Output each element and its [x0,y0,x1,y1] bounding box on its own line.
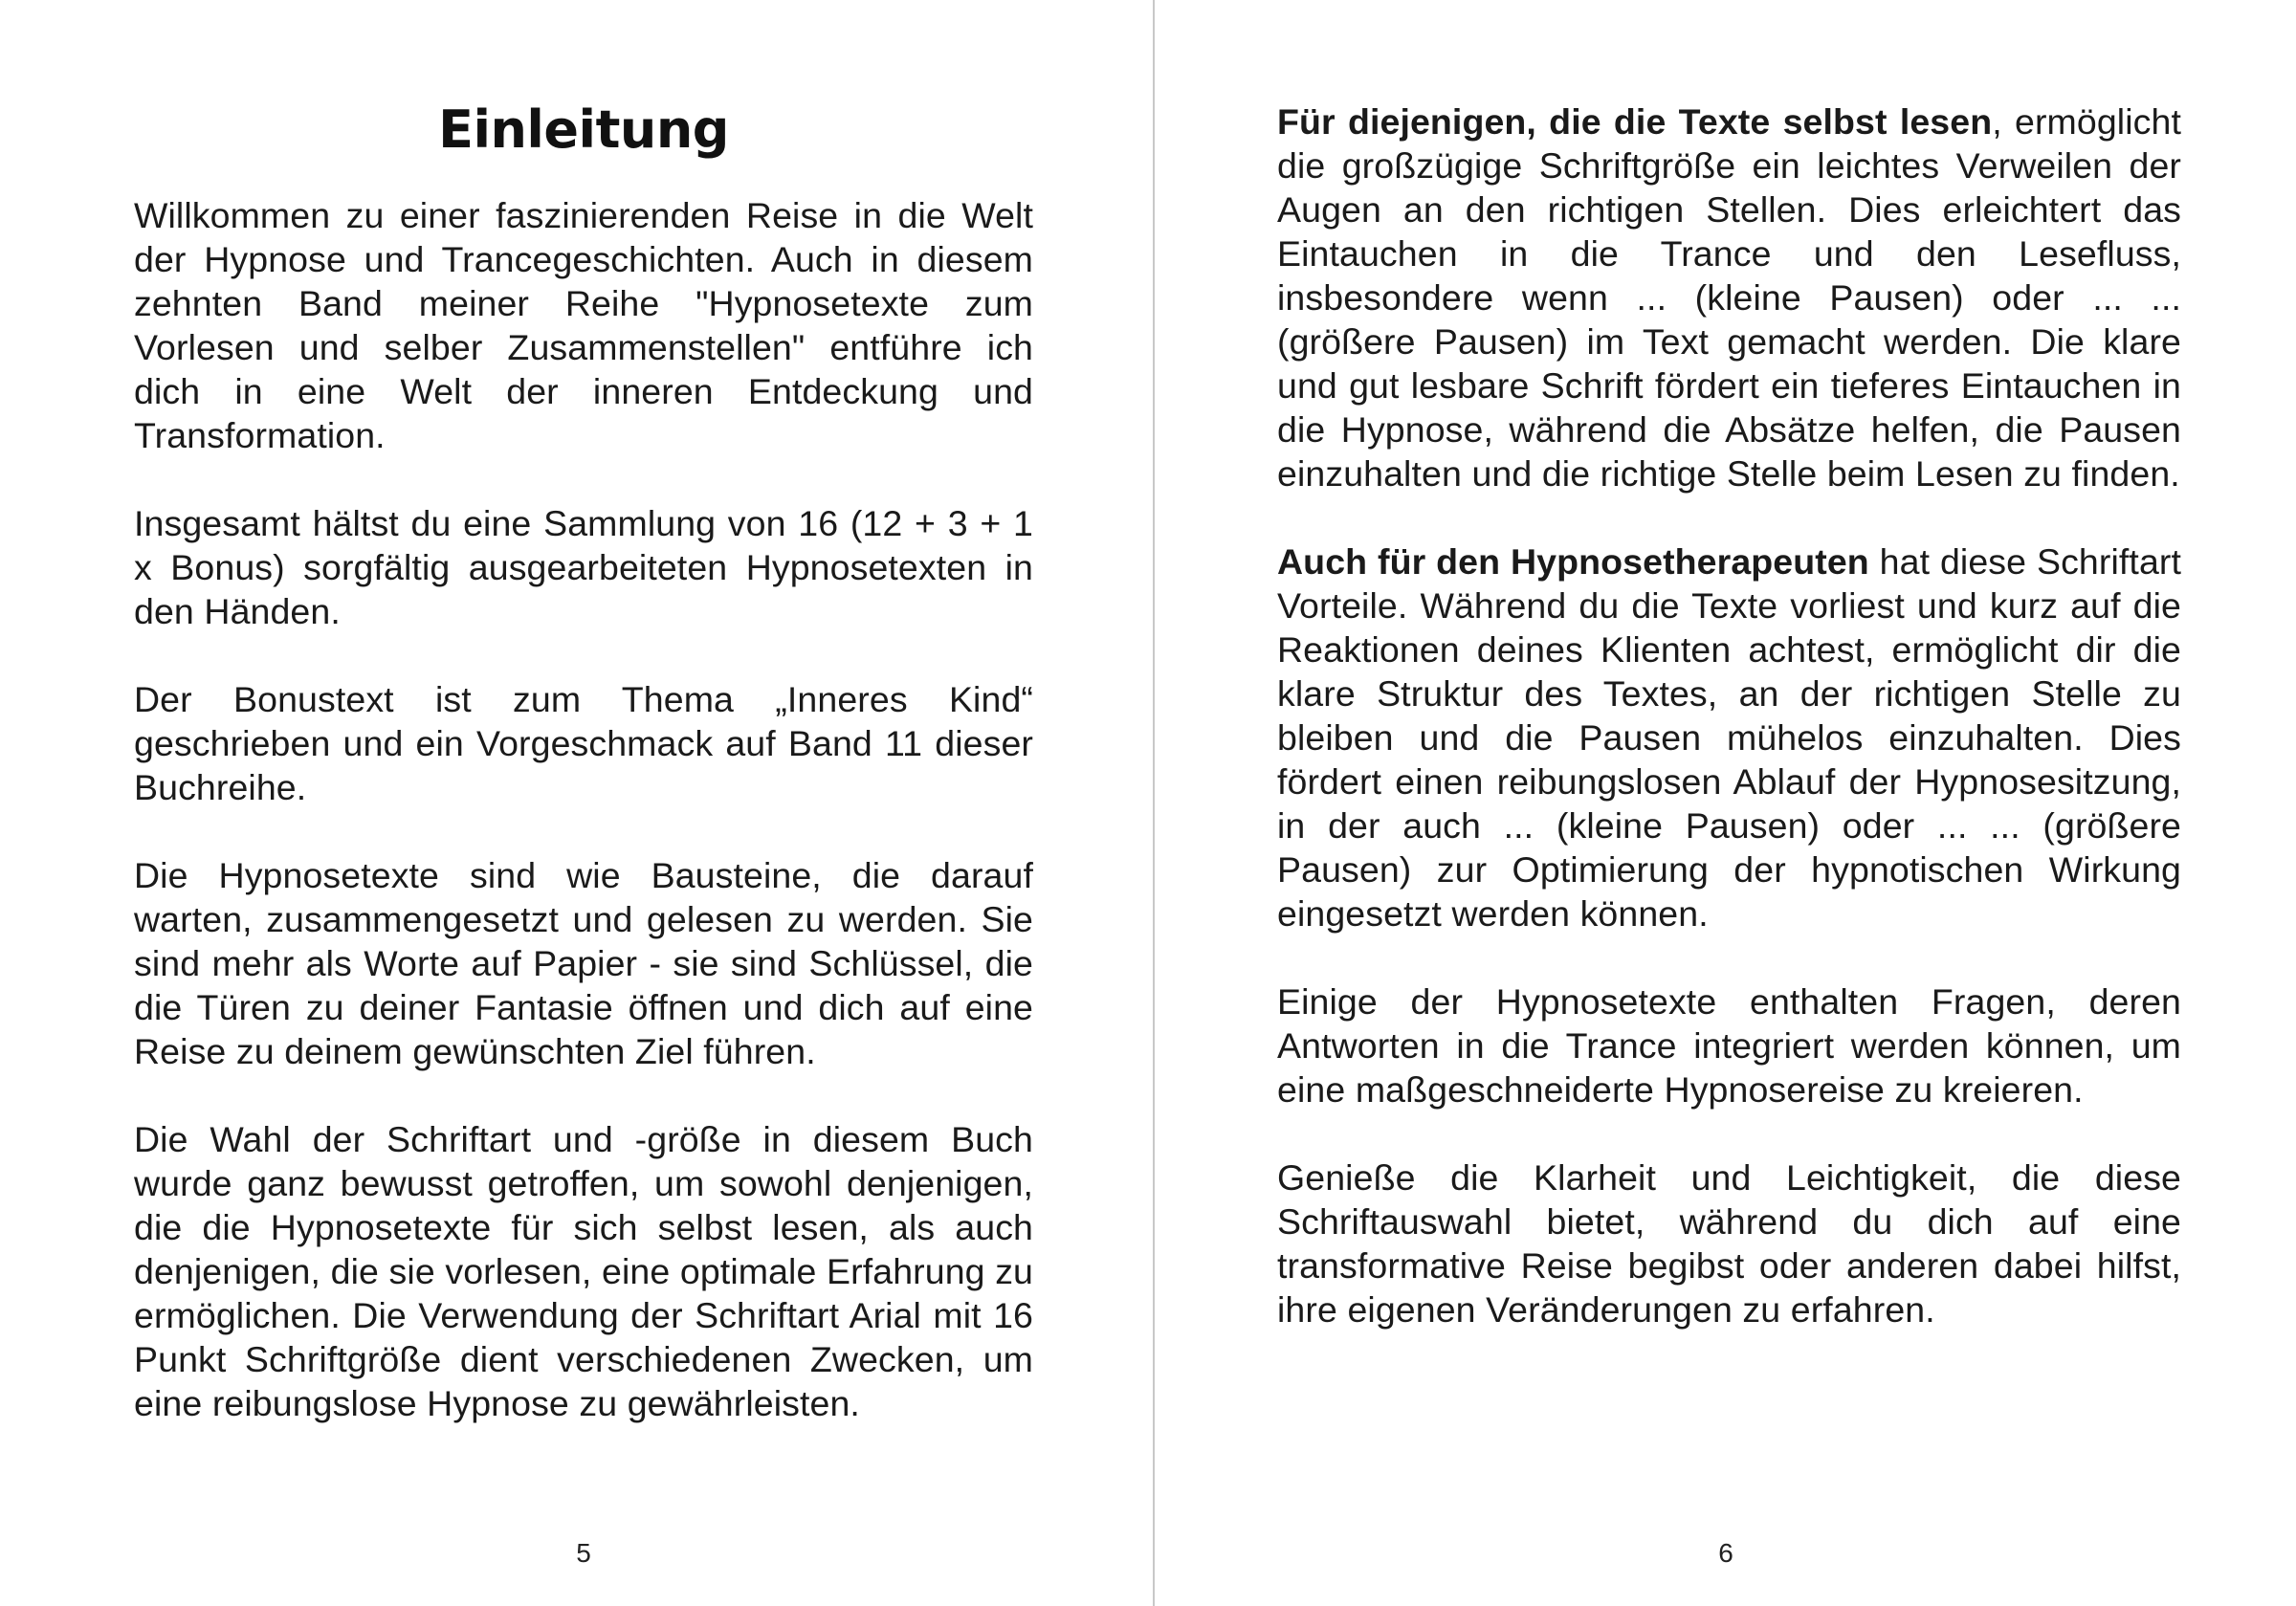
left-page-body [134,193,1033,1425]
page-number-left: 5 [576,1538,591,1568]
paragraph-font-choice: Die Wahl der Schriftart und -größe in diesem Buch wurde ganz bewusst getroffen, um sowohl denjenigen, die die Hypnosetexte für sich selbst lesen, als auch denjenigen, die sie vorlesen, eine optimale Erfahrung zu ermöglichen. Die Verwendung der Schriftart Arial mit 16 Punkt Schriftgröße dient verschiedenen Zwecken, um eine reibungslose Hypnose zu gewährleisten. [134,1119,1033,1423]
paragraph-self-readers [1277,99,2181,495]
paragraph-therapists-text: hat diese Schriftart Vorteile. Während du die Texte vorliest und kurz auf die Reaktionen deines Klienten achtest, ermöglicht dir die klare Struktur des Textes, an der richtigen Stelle zu bleiben und die Pausen mühelos einzuhalten. Dies fördert einen reibungslosen Ablauf der Hypnosesitzung, in der auch ... (kleine Pausen) oder ... ... (größere Pausen) zur Optimierung der hypnotischen Wirkung eingesetzt werden können. [1277,541,2182,934]
paragraph-self-readers-text: , ermöglicht die großzügige Schriftgröße ein leichtes Verweilen der Augen an den richtigen Stellen. Dies erleichtert das Eintauchen in die Trance und den Lesefluss, insbesondere wenn ... (kleine Pausen) oder ... ... (größere Pausen) im Text gemacht werden. Die klare und gut lesbare Schrift fördert ein tieferes Eintauchen in die Hypnose, während die Absätze helfen, die Pausen einzuhalten und die richtige Stelle beim Lesen zu finden. [1277,101,2181,494]
paragraph-questions: Einige der Hypnosetexte enthalten Fragen, deren Antworten in die Trance integriert werden können, um eine maßgeschneiderte Hypnosereise zu kreieren. [1277,981,2181,1110]
paragraph-collection: Insgesamt hältst du eine Sammlung von 16 (12 + 3 + 1 x Bonus) sorgfältig ausgearbeiteten Hypnosetexten in den Händen. [134,503,1033,631]
page-title: Einleitung [438,99,729,160]
paragraph-welcome: Willkommen zu einer faszinierenden Reise in die Welt der Hypnose und Trancegeschichten. Auch in diesem zehnten Band meiner Reihe "Hypnosetexte zum Vorlesen und selber Zusammenstellen" entführe ich dich in eine Welt der inneren Entdeckung und Transformation. [134,195,1033,455]
page-number-right: 6 [1718,1538,1733,1568]
right-page-body [1277,99,2181,1331]
paragraph-building-blocks: Die Hypnosetexte sind wie Bausteine, die darauf warten, zusammengesetzt und gelesen zu werden. Sie sind mehr als Worte auf Papier - sie sind Schlüssel, die die Türen zu deiner Fantasie öffnen und dich auf eine Reise zu deinem gewünschten Ziel führen. [134,855,1033,1071]
paragraph-therapists [1277,539,2181,935]
right-page [1155,0,2296,1606]
paragraph-self-readers-lead: Für diejenigen, die die Texte selbst lesen [1277,101,1993,142]
paragraph-bonus: Der Bonustext ist zum Thema „Inneres Kind“ geschrieben und ein Vorgeschmack auf Band 11 dieser Buchreihe. [134,679,1033,807]
paragraph-therapists-lead: Auch für den Hypnosetherapeuten [1277,541,1869,582]
paragraph-enjoy: Genieße die Klarheit und Leichtigkeit, die diese Schriftauswahl bietet, während du dich auf eine transformative Reise begibst oder anderen dabei hilfst, ihre eigenen Veränderungen zu erfahren. [1277,1157,2181,1330]
